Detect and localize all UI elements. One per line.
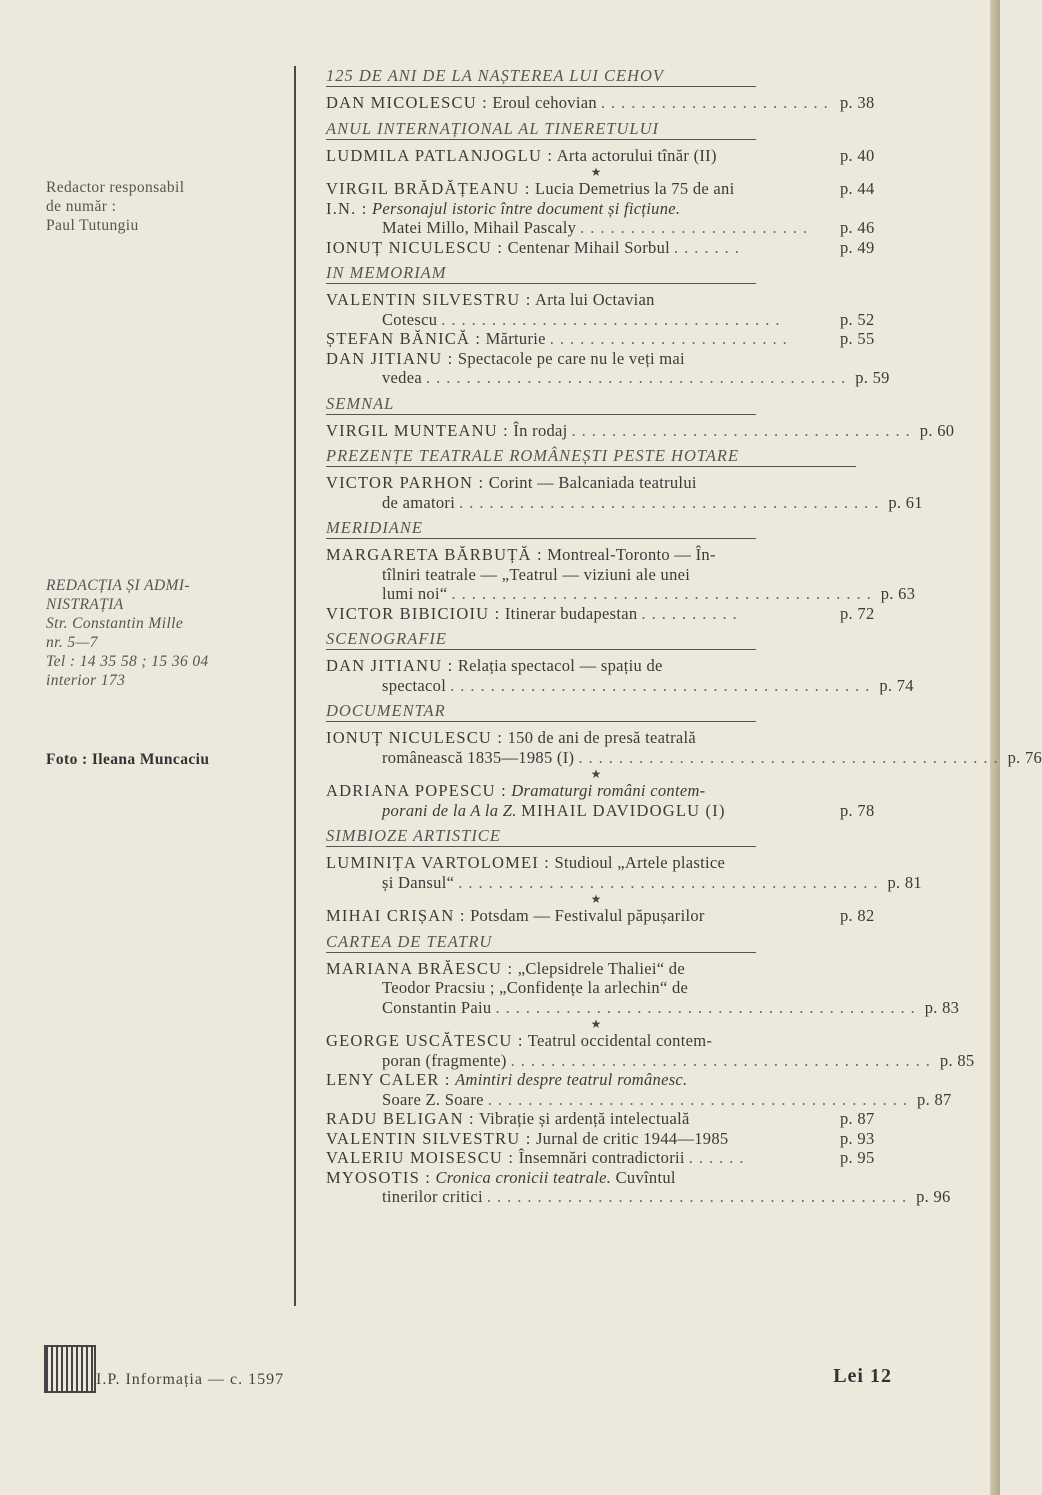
entry-author: DAN JITIANU : — [326, 348, 454, 368]
entry-author: VICTOR BIBICIOIU : — [326, 603, 501, 623]
toc-entry — [326, 1070, 892, 1090]
toc-entry: ȘTEFAN BĂNICĂ : Mărturie ........................ p. 55 — [326, 329, 892, 349]
photo-credit — [46, 750, 209, 769]
entry-title: Teatrul occidental contem- — [527, 1031, 713, 1050]
entry-page: p. 55 — [840, 329, 875, 348]
toc-entry — [326, 656, 892, 676]
entry-title: și Dansul“ — [382, 872, 455, 892]
entry-page: p. 87 — [840, 1109, 875, 1128]
entry-title: Potsdam — Festivalul păpușarilor — [470, 906, 705, 925]
toc-entry — [326, 1129, 892, 1149]
entry-page: p. 52 — [840, 309, 875, 329]
entry-title: Însemnări contradictorii — [518, 1148, 685, 1167]
entry-author: ȘTEFAN BĂNICĂ : — [326, 329, 482, 348]
entry-title: Constantin Paiu — [382, 997, 492, 1017]
entry-page: p. 46 — [840, 218, 875, 237]
toc-entry-continued: Soare Z. Soare .......................................... p. 87 — [382, 1089, 952, 1109]
address-line: Str. Constantin Mille — [46, 615, 184, 632]
entry-title: Eroul cehovian — [492, 93, 597, 112]
table-of-contents — [326, 66, 1042, 1207]
toc-entry — [326, 906, 892, 926]
entry-page: p. 76 — [1007, 747, 1042, 767]
section-heading: PREZENȚE TEATRALE ROMÂNEȘTI PESTE HOTARE — [326, 446, 856, 467]
entry-author: MYOSOTIS : — [326, 1167, 432, 1187]
entry-title: Lucia Demetrius la 75 de ani — [535, 179, 735, 198]
entry-page: p. 96 — [916, 1187, 951, 1206]
entry-author: RADU BELIGAN : — [326, 1109, 475, 1128]
printer-info: I.P. Informația — c. 1597 — [96, 1371, 285, 1388]
entry-author: VICTOR PARHON : — [326, 473, 485, 492]
section-heading: DOCUMENTAR — [326, 701, 756, 722]
entry-author: I.N. : — [326, 198, 368, 218]
toc-entry-continued: lumi noi“ .......................................... p. 63 — [382, 584, 916, 603]
entry-author: GEORGE USCĂTESCU : — [326, 1031, 524, 1050]
toc-entry-continued: Teodor Pracsiu ; „Confidențe la arlechin“ de — [382, 978, 689, 997]
address-line: Tel : 14 35 58 ; 15 36 04 — [46, 653, 209, 670]
entry-author: MARGARETA BĂRBUȚĂ : — [326, 545, 543, 564]
editor-credit — [46, 178, 184, 235]
toc-entry — [326, 853, 892, 873]
entry-title: Mărturie — [485, 329, 546, 348]
photo-credit-text: Foto : Ileana Muncaciu — [46, 751, 210, 768]
entry-title: vedea — [382, 368, 422, 387]
printer-logo-icon — [44, 1345, 96, 1393]
footer — [44, 1345, 944, 1395]
editor-line: Redactor responsabil — [46, 179, 185, 196]
price: Lei 12 — [833, 1365, 892, 1387]
entry-title: Jurnal de critic 1944—1985 — [535, 1128, 729, 1148]
entry-title: Amintiri despre teatrul românesc. — [455, 1070, 688, 1089]
entry-title: Personajul istoric între document și ficțiune. — [372, 198, 681, 218]
entry-title: Spectacole pe care nu le veți mai — [457, 348, 685, 368]
toc-entry-continued: spectacol .......................................... p. 74 — [382, 675, 914, 695]
toc-entry — [326, 290, 892, 310]
entry-title: românească 1835—1985 (I) — [382, 747, 575, 767]
address-line: nr. 5—7 — [46, 634, 98, 651]
entry-author: IONUȚ NICULESCU : — [326, 237, 504, 257]
toc-entry-continued: Constantin Paiu .......................................... p. 83 — [382, 997, 960, 1017]
toc-entry — [326, 473, 892, 493]
toc-entry: IONUȚ NICULESCU : Centenar Mihail Sorbul ....... p. 49 — [326, 238, 892, 258]
entry-author: VALERIU MOISESCU : — [326, 1148, 515, 1167]
toc-entry: VIRGIL MUNTEANU : În rodaj .................................. p. 60 — [326, 420, 955, 440]
toc-entry: VICTOR BIBICIOIU : Itinerar budapestan .......... p. 72 — [326, 604, 892, 624]
toc-entry — [326, 1168, 892, 1188]
entry-title: 150 de ani de presă teatrală — [507, 728, 697, 747]
entry-title: Matei Millo, Mihail Pascaly — [382, 218, 577, 237]
entry-title: Cronica cronicii teatrale. — [435, 1167, 612, 1187]
toc-entry-continued: românească 1835—1985 (I) .......................................... p. 76 — [382, 747, 1042, 767]
address-line: REDACȚIA ȘI ADMI- — [46, 577, 190, 594]
toc-entry — [326, 781, 892, 801]
entry-author: ADRIANA POPESCU : — [326, 781, 507, 800]
entry-page: p. 49 — [840, 237, 875, 257]
entry-author: DAN JITIANU : — [326, 656, 454, 675]
entry-title: de amatori — [382, 492, 456, 512]
toc-entry: VALERIU MOISESCU : Însemnări contradictorii ...... p. 95 — [326, 1148, 892, 1168]
entry-title: Centenar Mihail Sorbul — [507, 237, 671, 257]
toc-entry-continued — [326, 801, 892, 821]
editor-line: de număr : — [46, 198, 117, 215]
entry-title: Vibrație și ardență intelectuală — [478, 1109, 690, 1128]
section-heading: ANUL INTERNAȚIONAL AL TINERETULUI — [326, 119, 756, 140]
section-heading: IN MEMORIAM — [326, 263, 756, 284]
entry-page: p. 40 — [840, 145, 875, 165]
entry-title: Soare Z. Soare — [382, 1089, 484, 1109]
entry-title: Studioul „Artele plastice — [554, 853, 726, 872]
entry-title: În rodaj — [513, 420, 568, 440]
entry-page: p. 72 — [840, 603, 875, 623]
entry-title: Corint — Balcaniada teatrului — [488, 473, 697, 492]
section-heading: SIMBIOZE ARTISTICE — [326, 826, 756, 847]
section-heading: CARTEA DE TEATRU — [326, 932, 756, 953]
entry-title: poran (fragmente) — [382, 1050, 507, 1070]
toc-entry-continued: de amatori .......................................... p. 61 — [382, 492, 923, 512]
toc-entry-continued: poran (fragmente) .......................................... p. 85 — [382, 1050, 975, 1070]
entry-title: „Clepsidrele Thaliei“ de — [517, 958, 685, 978]
toc-entry-continued: Cotescu .................................. p. 52 — [326, 310, 892, 330]
separator-star: ★ — [590, 767, 602, 781]
separator-star: ★ — [590, 165, 602, 179]
entry-page: p. 78 — [840, 800, 875, 820]
entry-page: p. 63 — [880, 584, 916, 603]
entry-title: spectacol — [382, 675, 447, 695]
entry-subject: MIHAIL DAVIDOGLU (I) — [521, 800, 726, 820]
entry-author: DAN MICOLESCU : — [326, 93, 488, 112]
entry-title: Montreal-Toronto — În- — [547, 545, 716, 564]
entry-title: Arta actorului tînăr (II) — [556, 145, 717, 165]
entry-page: p. 59 — [855, 368, 890, 387]
toc-entry — [326, 179, 892, 199]
toc-entry-continued: tîlniri teatrale — „Teatrul — viziuni ale unei — [382, 564, 691, 584]
office-address — [46, 576, 209, 690]
entry-page: p. 83 — [924, 997, 960, 1017]
column-divider — [294, 66, 296, 1306]
entry-page: p. 85 — [939, 1050, 975, 1070]
toc-entry-continued: tinerilor critici .......................................... p. 96 — [382, 1187, 951, 1206]
entry-author: MIHAI CRIȘAN : — [326, 906, 466, 925]
entry-title: lumi noi“ — [382, 584, 448, 603]
toc-entry — [326, 199, 892, 219]
entry-page: p. 74 — [879, 675, 914, 695]
entry-page: p. 38 — [840, 93, 875, 112]
entry-page: p. 61 — [888, 492, 923, 512]
entry-author: VALENTIN SILVESTRU : — [326, 1128, 532, 1148]
entry-author: LUDMILA PATLANJOGLU : — [326, 145, 554, 165]
section-heading: 125 DE ANI DE LA NAȘTEREA LUI CEHOV — [326, 66, 756, 87]
entry-author: VALENTIN SILVESTRU : — [326, 290, 532, 309]
entry-author: LUMINIȚA VARTOLOMEI : — [326, 853, 551, 872]
toc-entry — [326, 728, 892, 748]
entry-page: p. 81 — [887, 872, 922, 892]
entry-author: IONUȚ NICULESCU : — [326, 728, 504, 747]
entry-title: tinerilor critici — [382, 1187, 483, 1206]
section-heading: SEMNAL — [326, 394, 756, 415]
entry-author: MARIANA BRĂESCU : — [326, 958, 514, 978]
entry-title: Cuvîntul — [615, 1167, 676, 1187]
editor-name: Paul Tutungiu — [46, 217, 139, 234]
entry-page: p. 82 — [840, 906, 875, 925]
entry-title: porani de la A la Z. — [382, 800, 517, 820]
toc-entry — [326, 545, 892, 565]
toc-entry — [326, 146, 892, 166]
entry-page: p. 87 — [917, 1089, 952, 1109]
section-heading: MERIDIANE — [326, 518, 756, 539]
separator-star: ★ — [590, 892, 602, 906]
entry-author: VIRGIL BRĂDĂȚEANU : — [326, 179, 531, 198]
toc-entry: DAN MICOLESCU : Eroul cehovian ....................... p. 38 — [326, 93, 892, 113]
toc-entry-continued: și Dansul“ .......................................... p. 81 — [382, 872, 922, 892]
entry-title: Relația spectacol — spațiu de — [457, 656, 663, 675]
separator-star: ★ — [590, 1017, 602, 1031]
address-line: interior 173 — [46, 672, 126, 689]
toc-entry — [326, 349, 892, 369]
entry-page: p. 93 — [840, 1128, 875, 1148]
entry-title: Dramaturgi români contem- — [511, 781, 706, 800]
entry-page: p. 60 — [919, 420, 955, 440]
toc-entry-continued: vedea .......................................... p. 59 — [326, 368, 892, 388]
entry-title: Cotescu — [382, 309, 438, 329]
entry-title: Arta lui Octavian — [535, 290, 655, 309]
entry-page: p. 44 — [840, 179, 875, 198]
entry-author: LENY CALER : — [326, 1070, 451, 1089]
section-heading: SCENOGRAFIE — [326, 629, 756, 650]
address-line: NISTRAȚIA — [46, 596, 124, 613]
entry-page: p. 95 — [840, 1148, 875, 1167]
toc-entry — [326, 1031, 892, 1051]
toc-entry — [326, 1109, 892, 1129]
toc-entry — [326, 959, 892, 979]
entry-title: Itinerar budapestan — [504, 603, 638, 623]
toc-entry-continued: Matei Millo, Mihail Pascaly ....................... p. 46 — [326, 218, 892, 238]
entry-author: VIRGIL MUNTEANU : — [326, 420, 509, 440]
